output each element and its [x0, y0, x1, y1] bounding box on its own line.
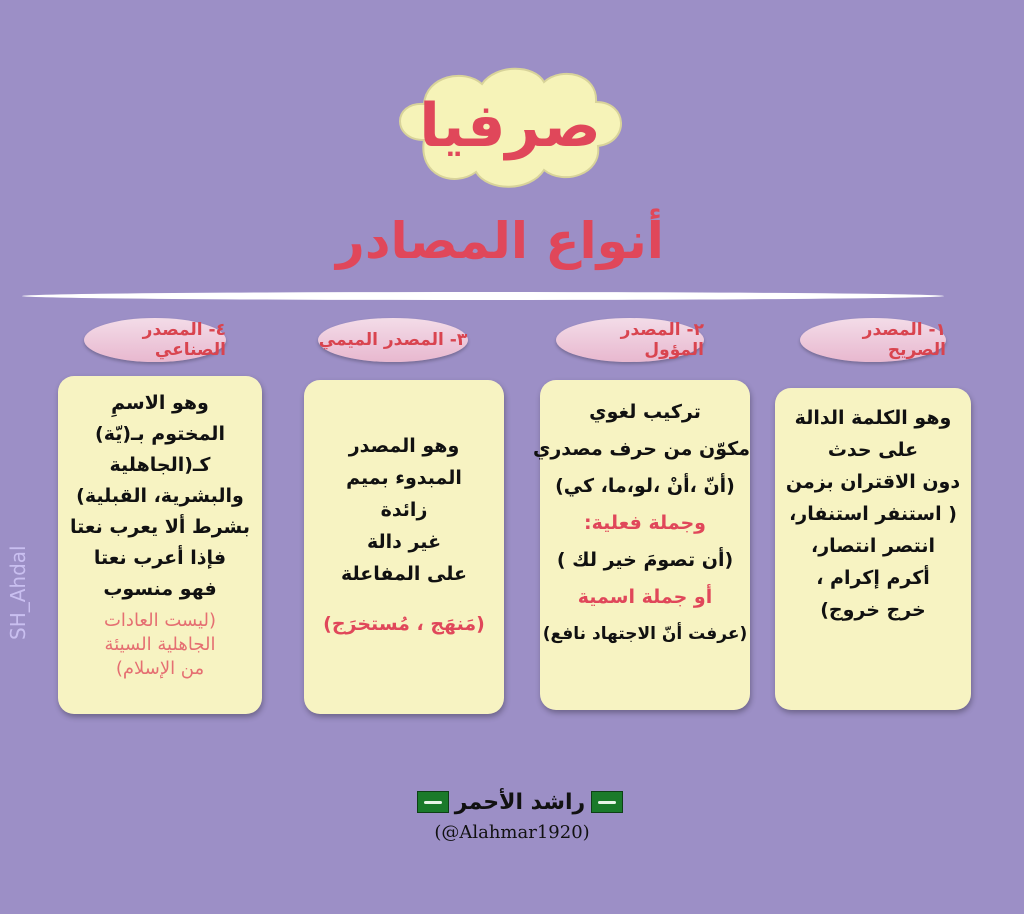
author-signature	[410, 786, 630, 818]
section-card-3	[304, 380, 504, 714]
card-line: (أن تصومَ خير لك )	[556, 549, 734, 571]
card-line: وهو الكلمة الدالة	[794, 407, 952, 429]
page-title: صرفيا	[419, 91, 601, 161]
saudi-flag-icon	[417, 791, 449, 813]
card-line-highlight: وجملة فعلية:	[584, 512, 706, 534]
card-line-highlight: أو جملة اسمية	[577, 586, 713, 608]
card-line-example: (ليست العادات	[103, 610, 216, 631]
card-line: تركيب لغوي	[589, 401, 701, 423]
card-line: وهو الاسمِ	[111, 392, 209, 414]
card-line: فهو منسوب	[103, 578, 217, 600]
card-line: انتصر انتصار،	[811, 535, 935, 557]
divider-line	[22, 292, 944, 300]
card-line: على المفاعلة	[340, 563, 468, 585]
section-card-1	[775, 388, 971, 710]
card-line: مكوّن من حرف مصدري	[532, 438, 750, 460]
section-label-2: ٢- المصدر المؤول	[556, 318, 704, 362]
card-line-example: الجاهلية السيئة	[104, 634, 216, 655]
card-line: وهو المصدر	[348, 435, 460, 457]
card-line: والبشرية، القبلية)	[76, 485, 244, 507]
section-card-4	[58, 376, 262, 714]
card-line: كـ(الجاهلية	[109, 454, 211, 476]
saudi-flag-icon	[591, 791, 623, 813]
card-line: زائدة	[380, 499, 428, 521]
title-cloud	[384, 62, 636, 194]
card-line: خرج خروج)	[820, 599, 926, 621]
page-subtitle: أنواع المصادر	[336, 212, 664, 270]
card-line-example: من الإسلام)	[115, 658, 205, 679]
author-handle: (@Alahmar1920)	[434, 822, 590, 843]
section-label-4: ٤- المصدر الصناعي	[84, 318, 226, 362]
card-line-highlight: (مَنهَج ، مُستخرَج)	[323, 613, 485, 635]
card-line: المختوم بـ(يّة)	[95, 423, 225, 445]
card-line: على حدث	[827, 439, 919, 461]
card-line: أكرم إكرام ،	[816, 567, 930, 589]
card-line: بشرط ألا يعرب نعتا	[69, 516, 251, 538]
card-line: ( استنفر استنفار،	[789, 503, 957, 525]
card-line: غير دالة	[366, 531, 442, 553]
author-name: راشد الأحمر	[454, 789, 586, 815]
section-label-1: ١- المصدر الصريح	[800, 318, 946, 362]
card-line: (عرفت أنّ الاجتهاد نافع)	[542, 624, 748, 644]
section-label-3: ٣- المصدر الميمي	[318, 318, 468, 362]
watermark: SH_Ahdal	[6, 545, 30, 640]
section-card-2	[532, 380, 750, 710]
card-line: المبدوء بميم	[346, 467, 462, 489]
card-line: دون الاقتران بزمن	[785, 471, 961, 493]
card-line: (أنّ ،أنْ ،لو،ما، كي)	[555, 475, 735, 497]
card-line: فإذا أعرب نعتا	[93, 547, 227, 569]
